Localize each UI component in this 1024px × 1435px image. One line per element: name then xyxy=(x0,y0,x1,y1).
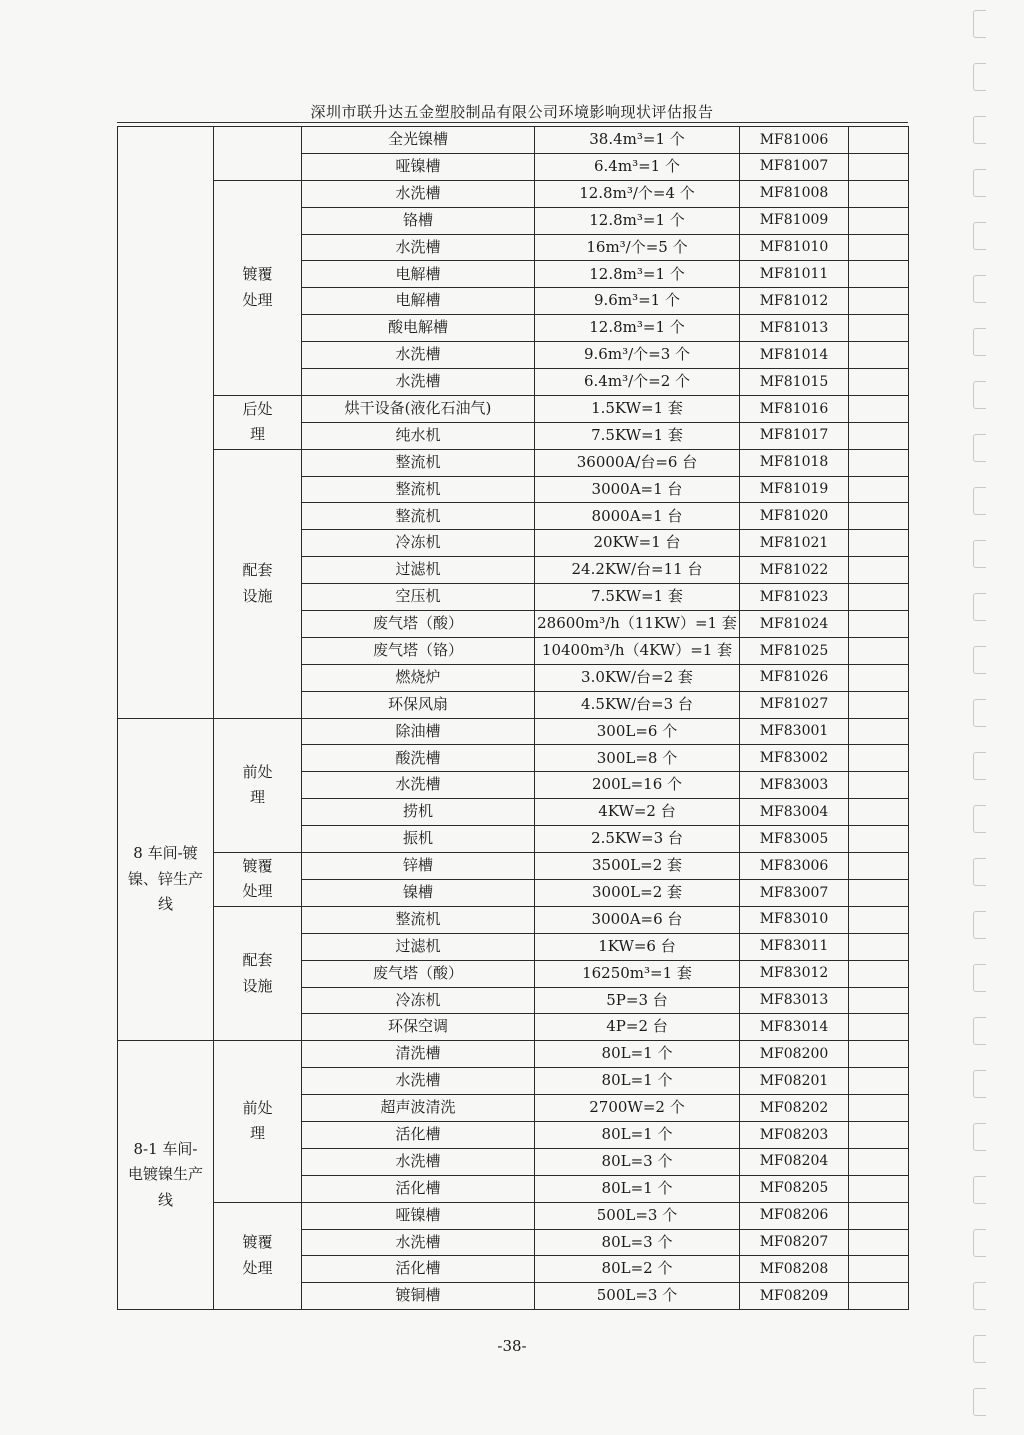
spec-cell: 500L=3 个 xyxy=(535,1202,740,1229)
remark-cell xyxy=(849,127,909,154)
equipment-table xyxy=(117,126,909,1310)
group-label: 配套设施 xyxy=(214,449,302,718)
item-cell: 水洗槽 xyxy=(302,234,535,261)
binder-tick xyxy=(973,1388,986,1416)
binder-tick xyxy=(973,328,986,356)
header-rule xyxy=(117,122,908,123)
code-cell: MF83007 xyxy=(740,879,849,906)
spec-cell: 3000A=6 台 xyxy=(535,906,740,933)
group-label: 镀覆处理 xyxy=(214,180,302,395)
group-label: 镀覆处理 xyxy=(214,853,302,907)
item-cell: 活化槽 xyxy=(302,1256,535,1283)
item-cell: 环保风扇 xyxy=(302,691,535,718)
remark-cell xyxy=(849,1095,909,1122)
item-cell: 电解槽 xyxy=(302,261,535,288)
binder-tick xyxy=(973,63,986,91)
code-cell: MF81015 xyxy=(740,369,849,396)
spec-cell: 10400m³/h（4KW）=1 套 xyxy=(535,637,740,664)
remark-cell xyxy=(849,503,909,530)
code-cell: MF81024 xyxy=(740,611,849,638)
spec-cell: 1KW=6 台 xyxy=(535,933,740,960)
code-cell: MF08209 xyxy=(740,1283,849,1310)
item-cell: 整流机 xyxy=(302,476,535,503)
binder-tick xyxy=(973,275,986,303)
code-cell: MF08205 xyxy=(740,1175,849,1202)
remark-cell xyxy=(849,1148,909,1175)
item-cell: 镀铜槽 xyxy=(302,1283,535,1310)
spec-cell: 9.6m³/个=3 个 xyxy=(535,342,740,369)
code-cell: MF08207 xyxy=(740,1229,849,1256)
remark-cell xyxy=(849,584,909,611)
spec-cell: 3500L=2 套 xyxy=(535,853,740,880)
code-cell: MF08206 xyxy=(740,1202,849,1229)
spec-cell: 80L=3 个 xyxy=(535,1229,740,1256)
spec-cell: 300L=6 个 xyxy=(535,718,740,745)
remark-cell xyxy=(849,315,909,342)
code-cell: MF81011 xyxy=(740,261,849,288)
item-cell: 烘干设备(液化石油气) xyxy=(302,395,535,422)
remark-cell xyxy=(849,745,909,772)
item-cell: 振机 xyxy=(302,826,535,853)
spec-cell: 8000A=1 台 xyxy=(535,503,740,530)
code-cell: MF81021 xyxy=(740,530,849,557)
code-cell: MF08204 xyxy=(740,1148,849,1175)
remark-cell xyxy=(849,476,909,503)
item-cell: 燃烧炉 xyxy=(302,664,535,691)
code-cell: MF81027 xyxy=(740,691,849,718)
remark-cell xyxy=(849,1068,909,1095)
spec-cell: 80L=3 个 xyxy=(535,1148,740,1175)
code-cell: MF81013 xyxy=(740,315,849,342)
table-row xyxy=(118,718,909,745)
spec-cell: 12.8m³=1 个 xyxy=(535,207,740,234)
remark-cell xyxy=(849,234,909,261)
spec-cell: 1.5KW=1 套 xyxy=(535,395,740,422)
code-cell: MF83004 xyxy=(740,799,849,826)
item-cell: 全光镍槽 xyxy=(302,127,535,154)
spec-cell: 4KW=2 台 xyxy=(535,799,740,826)
code-cell: MF83012 xyxy=(740,960,849,987)
remark-cell xyxy=(849,1202,909,1229)
binder-tick xyxy=(973,805,986,833)
group-label: 前处理 xyxy=(214,1041,302,1202)
spec-cell: 80L=1 个 xyxy=(535,1068,740,1095)
code-cell: MF81006 xyxy=(740,127,849,154)
remark-cell xyxy=(849,1229,909,1256)
section-label: 8 车间-镀镍、锌生产线 xyxy=(118,718,214,1041)
remark-cell xyxy=(849,853,909,880)
remark-cell xyxy=(849,611,909,638)
item-cell: 废气塔（酸） xyxy=(302,960,535,987)
binder-tick xyxy=(973,222,986,250)
remark-cell xyxy=(849,342,909,369)
remark-cell xyxy=(849,1041,909,1068)
code-cell: MF83003 xyxy=(740,772,849,799)
remark-cell xyxy=(849,987,909,1014)
table-row xyxy=(118,906,909,933)
code-cell: MF83013 xyxy=(740,987,849,1014)
code-cell: MF81009 xyxy=(740,207,849,234)
remark-cell xyxy=(849,799,909,826)
group-label: 配套设施 xyxy=(214,906,302,1040)
spec-cell: 300L=8 个 xyxy=(535,745,740,772)
spec-cell: 2700W=2 个 xyxy=(535,1095,740,1122)
spec-cell: 3000L=2 套 xyxy=(535,879,740,906)
remark-cell xyxy=(849,207,909,234)
binder-tick xyxy=(973,646,986,674)
remark-cell xyxy=(849,879,909,906)
remark-cell xyxy=(849,772,909,799)
spec-cell: 3000A=1 台 xyxy=(535,476,740,503)
remark-cell xyxy=(849,1014,909,1041)
spec-cell: 80L=2 个 xyxy=(535,1256,740,1283)
spec-cell: 12.8m³=1 个 xyxy=(535,315,740,342)
spec-cell: 6.4m³=1 个 xyxy=(535,153,740,180)
spec-cell: 9.6m³=1 个 xyxy=(535,288,740,315)
binder-tick xyxy=(973,169,986,197)
code-cell: MF83011 xyxy=(740,933,849,960)
remark-cell xyxy=(849,261,909,288)
item-cell: 水洗槽 xyxy=(302,1148,535,1175)
code-cell: MF81016 xyxy=(740,395,849,422)
binder-tick xyxy=(973,540,986,568)
binder-tick xyxy=(973,1282,986,1310)
spec-cell: 20KW=1 台 xyxy=(535,530,740,557)
section-label xyxy=(118,127,214,719)
binder-tick xyxy=(973,1070,986,1098)
code-cell: MF83006 xyxy=(740,853,849,880)
item-cell: 纯水机 xyxy=(302,422,535,449)
code-cell: MF81007 xyxy=(740,153,849,180)
binder-tick xyxy=(973,593,986,621)
spec-cell: 4P=2 台 xyxy=(535,1014,740,1041)
item-cell: 捞机 xyxy=(302,799,535,826)
item-cell: 整流机 xyxy=(302,449,535,476)
remark-cell xyxy=(849,1283,909,1310)
page-number: -38- xyxy=(497,1337,527,1355)
code-cell: MF83005 xyxy=(740,826,849,853)
table-row xyxy=(118,1202,909,1229)
table-row xyxy=(118,395,909,422)
page-header: 深圳市联升达五金塑胶制品有限公司环境影响现状评估报告 xyxy=(310,103,714,121)
item-cell: 酸洗槽 xyxy=(302,745,535,772)
binder-tick xyxy=(973,1335,986,1363)
remark-cell xyxy=(849,369,909,396)
code-cell: MF81019 xyxy=(740,476,849,503)
code-cell: MF81026 xyxy=(740,664,849,691)
spec-cell: 12.8m³=1 个 xyxy=(535,261,740,288)
code-cell: MF81023 xyxy=(740,584,849,611)
spec-cell: 28600m³/h（11KW）=1 套 xyxy=(535,611,740,638)
remark-cell xyxy=(849,557,909,584)
item-cell: 整流机 xyxy=(302,906,535,933)
spec-cell: 5P=3 台 xyxy=(535,987,740,1014)
section-label: 8-1 车间-电镀镍生产线 xyxy=(118,1041,214,1310)
spec-cell: 80L=1 个 xyxy=(535,1041,740,1068)
remark-cell xyxy=(849,637,909,664)
spec-cell: 500L=3 个 xyxy=(535,1283,740,1310)
item-cell: 超声波清洗 xyxy=(302,1095,535,1122)
binder-tick xyxy=(973,1176,986,1204)
remark-cell xyxy=(849,1121,909,1148)
spec-cell: 2.5KW=3 台 xyxy=(535,826,740,853)
remark-cell xyxy=(849,691,909,718)
spec-cell: 24.2KW/台=11 台 xyxy=(535,557,740,584)
table-row xyxy=(118,180,909,207)
binder-tick xyxy=(973,116,986,144)
binder-tick xyxy=(973,964,986,992)
remark-cell xyxy=(849,180,909,207)
remark-cell xyxy=(849,530,909,557)
table-row xyxy=(118,127,909,154)
item-cell: 水洗槽 xyxy=(302,772,535,799)
code-cell: MF81020 xyxy=(740,503,849,530)
group-label xyxy=(214,127,302,181)
item-cell: 整流机 xyxy=(302,503,535,530)
item-cell: 水洗槽 xyxy=(302,1068,535,1095)
item-cell: 过滤机 xyxy=(302,557,535,584)
remark-cell xyxy=(849,422,909,449)
code-cell: MF08201 xyxy=(740,1068,849,1095)
spec-cell: 38.4m³=1 个 xyxy=(535,127,740,154)
binder-tick xyxy=(973,1123,986,1151)
remark-cell xyxy=(849,1175,909,1202)
binder-tick xyxy=(973,434,986,462)
item-cell: 废气塔（酸） xyxy=(302,611,535,638)
binder-tick xyxy=(973,487,986,515)
spec-cell: 16m³/个=5 个 xyxy=(535,234,740,261)
code-cell: MF83010 xyxy=(740,906,849,933)
item-cell: 废气塔（铬） xyxy=(302,637,535,664)
item-cell: 水洗槽 xyxy=(302,369,535,396)
binder-tick xyxy=(973,10,986,38)
item-cell: 镍槽 xyxy=(302,879,535,906)
spec-cell: 80L=1 个 xyxy=(535,1175,740,1202)
code-cell: MF08208 xyxy=(740,1256,849,1283)
item-cell: 空压机 xyxy=(302,584,535,611)
binder-tick xyxy=(973,858,986,886)
code-cell: MF81025 xyxy=(740,637,849,664)
binder-tick xyxy=(973,911,986,939)
remark-cell xyxy=(849,449,909,476)
code-cell: MF08200 xyxy=(740,1041,849,1068)
code-cell: MF81014 xyxy=(740,342,849,369)
remark-cell xyxy=(849,906,909,933)
binder-tick xyxy=(973,381,986,409)
remark-cell xyxy=(849,153,909,180)
spec-cell: 6.4m³/个=2 个 xyxy=(535,369,740,396)
code-cell: MF81018 xyxy=(740,449,849,476)
spec-cell: 200L=16 个 xyxy=(535,772,740,799)
spec-cell: 80L=1 个 xyxy=(535,1121,740,1148)
spec-cell: 16250m³=1 套 xyxy=(535,960,740,987)
item-cell: 冷冻机 xyxy=(302,530,535,557)
item-cell: 环保空调 xyxy=(302,1014,535,1041)
item-cell: 铬槽 xyxy=(302,207,535,234)
code-cell: MF81008 xyxy=(740,180,849,207)
spec-cell: 7.5KW=1 套 xyxy=(535,422,740,449)
table-row xyxy=(118,449,909,476)
table-row xyxy=(118,1041,909,1068)
spec-cell: 12.8m³/个=4 个 xyxy=(535,180,740,207)
table-row xyxy=(118,853,909,880)
remark-cell xyxy=(849,395,909,422)
remark-cell xyxy=(849,933,909,960)
remark-cell xyxy=(849,718,909,745)
code-cell: MF08202 xyxy=(740,1095,849,1122)
item-cell: 电解槽 xyxy=(302,288,535,315)
remark-cell xyxy=(849,826,909,853)
item-cell: 除油槽 xyxy=(302,718,535,745)
binder-tick xyxy=(973,1017,986,1045)
item-cell: 哑镍槽 xyxy=(302,153,535,180)
remark-cell xyxy=(849,960,909,987)
code-cell: MF81010 xyxy=(740,234,849,261)
item-cell: 水洗槽 xyxy=(302,1229,535,1256)
item-cell: 过滤机 xyxy=(302,933,535,960)
item-cell: 水洗槽 xyxy=(302,180,535,207)
item-cell: 水洗槽 xyxy=(302,342,535,369)
remark-cell xyxy=(849,288,909,315)
code-cell: MF83002 xyxy=(740,745,849,772)
remark-cell xyxy=(849,664,909,691)
binder-tick xyxy=(973,699,986,727)
item-cell: 清洗槽 xyxy=(302,1041,535,1068)
group-label: 后处理 xyxy=(214,395,302,449)
code-cell: MF83014 xyxy=(740,1014,849,1041)
item-cell: 活化槽 xyxy=(302,1121,535,1148)
binder-tick xyxy=(973,1229,986,1257)
code-cell: MF81012 xyxy=(740,288,849,315)
code-cell: MF81017 xyxy=(740,422,849,449)
group-label: 前处理 xyxy=(214,718,302,852)
spec-cell: 36000A/台=6 台 xyxy=(535,449,740,476)
item-cell: 锌槽 xyxy=(302,853,535,880)
group-label: 镀覆处理 xyxy=(214,1202,302,1310)
item-cell: 哑镍槽 xyxy=(302,1202,535,1229)
spec-cell: 7.5KW=1 套 xyxy=(535,584,740,611)
item-cell: 冷冻机 xyxy=(302,987,535,1014)
item-cell: 活化槽 xyxy=(302,1175,535,1202)
code-cell: MF08203 xyxy=(740,1121,849,1148)
spec-cell: 3.0KW/台=2 套 xyxy=(535,664,740,691)
item-cell: 酸电解槽 xyxy=(302,315,535,342)
spec-cell: 4.5KW/台=3 台 xyxy=(535,691,740,718)
remark-cell xyxy=(849,1256,909,1283)
code-cell: MF81022 xyxy=(740,557,849,584)
code-cell: MF83001 xyxy=(740,718,849,745)
binder-tick xyxy=(973,752,986,780)
